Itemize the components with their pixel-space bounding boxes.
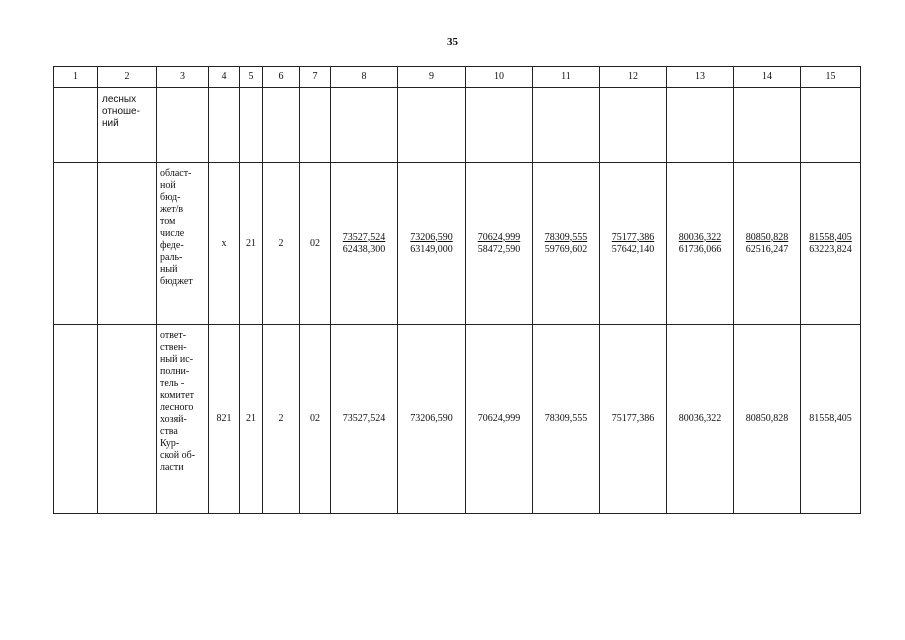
total-value: 81558,405 xyxy=(809,231,852,243)
header-cell: 13 xyxy=(667,67,734,88)
total-value: 75177,386 xyxy=(611,231,655,243)
federal-value: 63223,824 xyxy=(809,243,852,255)
header-cell: 9 xyxy=(398,67,466,88)
empty-cell xyxy=(600,88,667,163)
federal-value: 62438,300 xyxy=(342,243,386,255)
federal-value: 58472,590 xyxy=(477,243,521,255)
value-cell xyxy=(331,163,398,325)
total-value: 73206,590 xyxy=(410,231,453,243)
page-number: 35 xyxy=(447,36,458,48)
empty-cell xyxy=(667,88,734,163)
empty-cell xyxy=(263,88,300,163)
empty-cell xyxy=(331,88,398,163)
header-cell: 4 xyxy=(209,67,240,88)
header-row xyxy=(54,67,861,88)
value-cell: 80036,322 xyxy=(667,325,734,514)
value-cell xyxy=(466,163,533,325)
header-cell: 8 xyxy=(331,67,398,88)
value-cell: 73527,524 xyxy=(331,325,398,514)
header-cell: 12 xyxy=(600,67,667,88)
federal-value: 57642,140 xyxy=(611,243,655,255)
header-cell: 7 xyxy=(300,67,331,88)
total-value: 73527,524 xyxy=(342,231,386,243)
federal-value: 62516,247 xyxy=(745,243,789,255)
header-cell: 14 xyxy=(734,67,801,88)
empty-cell xyxy=(209,88,240,163)
empty-cell xyxy=(98,163,157,325)
empty-cell xyxy=(54,88,98,163)
header-cell: 11 xyxy=(533,67,600,88)
funding-source-cell: област- ной бюд- жет/в том числе феде- раль- ный бюджет xyxy=(157,163,209,325)
empty-cell xyxy=(533,88,600,163)
empty-cell xyxy=(54,163,98,325)
total-value: 78309,555 xyxy=(544,231,588,243)
value-cell xyxy=(398,163,466,325)
empty-cell xyxy=(240,88,263,163)
header-cell: 5 xyxy=(240,67,263,88)
empty-cell xyxy=(54,325,98,514)
value-cell xyxy=(600,163,667,325)
value-cell xyxy=(667,163,734,325)
value-cell: 70624,999 xyxy=(466,325,533,514)
value-cell: 78309,555 xyxy=(533,325,600,514)
code-cell: 21 xyxy=(240,163,263,325)
empty-cell xyxy=(300,88,331,163)
code-cell: 02 xyxy=(300,325,331,514)
code-cell: 2 xyxy=(263,325,300,514)
empty-cell xyxy=(157,88,209,163)
code-cell: 2 xyxy=(263,163,300,325)
empty-cell xyxy=(98,325,157,514)
table-row xyxy=(54,325,861,514)
code-cell: 02 xyxy=(300,163,331,325)
description-cell: лесных отноше- ний xyxy=(98,88,157,163)
header-cell: 1 xyxy=(54,67,98,88)
header-cell: 6 xyxy=(263,67,300,88)
value-cell: 81558,405 xyxy=(801,325,861,514)
budget-table xyxy=(53,66,861,514)
federal-value: 59769,602 xyxy=(544,243,588,255)
table-row xyxy=(54,88,861,163)
total-value: 80036,322 xyxy=(678,231,722,243)
federal-value: 61736,066 xyxy=(678,243,722,255)
header-cell: 2 xyxy=(98,67,157,88)
code-cell: х xyxy=(209,163,240,325)
value-cell xyxy=(533,163,600,325)
empty-cell xyxy=(398,88,466,163)
executor-cell: ответ- ствен- ный ис- полни- тель - комитет лесного хозяй- ства Кур- ской об- ласти xyxy=(157,325,209,514)
empty-cell xyxy=(466,88,533,163)
value-cell: 73206,590 xyxy=(398,325,466,514)
total-value: 80850,828 xyxy=(745,231,789,243)
value-cell: 80850,828 xyxy=(734,325,801,514)
empty-cell xyxy=(734,88,801,163)
value-cell: 75177,386 xyxy=(600,325,667,514)
empty-cell xyxy=(801,88,861,163)
total-value: 70624,999 xyxy=(477,231,521,243)
value-cell xyxy=(734,163,801,325)
federal-value: 63149,000 xyxy=(410,243,453,255)
header-cell: 15 xyxy=(801,67,861,88)
code-cell: 21 xyxy=(240,325,263,514)
value-cell xyxy=(801,163,861,325)
header-cell: 10 xyxy=(466,67,533,88)
header-cell: 3 xyxy=(157,67,209,88)
table-row xyxy=(54,163,861,325)
code-cell: 821 xyxy=(209,325,240,514)
